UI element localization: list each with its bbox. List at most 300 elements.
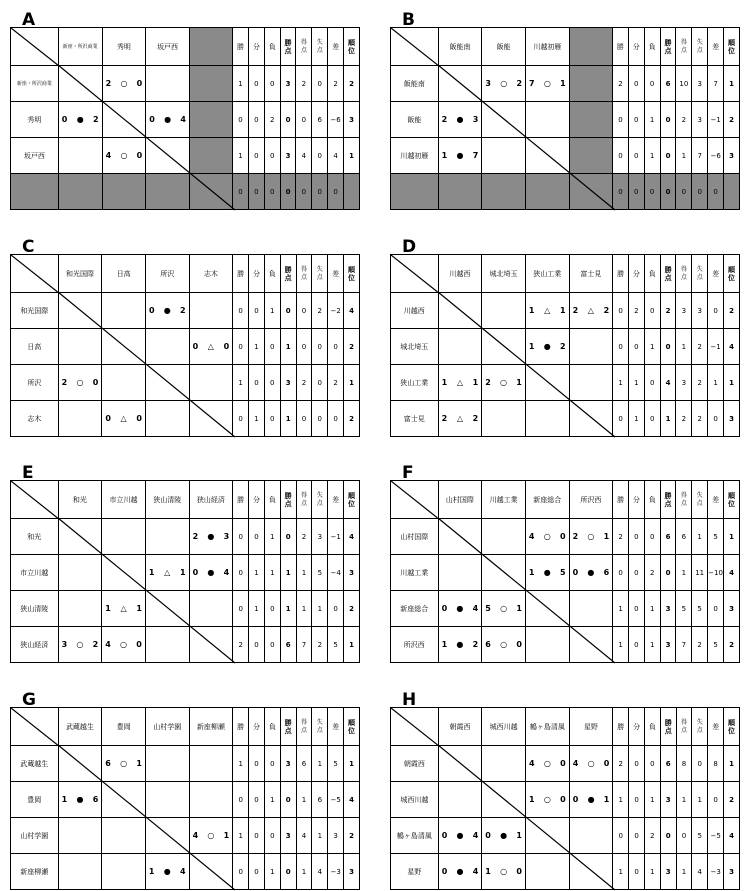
header-win: 勝 (613, 28, 629, 66)
stat-points: 3 (280, 138, 296, 174)
stat-ga: 4 (312, 854, 328, 890)
matrix-diagonal (10, 27, 236, 211)
header-text: 勝 点 (284, 38, 292, 55)
stat-rank: 4 (344, 782, 360, 818)
header-text: 得 点 (680, 265, 687, 281)
stat-win: 0 (233, 401, 249, 437)
stat-ga: 2 (312, 627, 328, 663)
header-text: 失 点 (696, 265, 703, 281)
header-draw: 分 (628, 28, 644, 66)
stat-rank: 4 (344, 293, 360, 329)
score-for: 0 (441, 604, 448, 613)
stat-ga: 0 (692, 174, 708, 210)
score-against: 0 (136, 79, 143, 88)
header-text: 得 点 (300, 38, 307, 54)
stat-draw: 0 (249, 854, 265, 890)
result-mark: ● (163, 867, 171, 876)
stat-diff: 0 (708, 591, 724, 627)
header-loss: 負 (644, 481, 660, 519)
stat-gf: 0 (296, 293, 312, 329)
stat-loss: 0 (264, 818, 280, 854)
group-label: E (22, 463, 34, 483)
stat-points: 3 (660, 627, 676, 663)
stat-rank: 2 (724, 102, 740, 138)
header-text: 失 点 (316, 718, 323, 734)
stat-diff: 5 (708, 627, 724, 663)
matrix-diagonal (390, 254, 616, 438)
stat-win: 1 (613, 365, 629, 401)
stat-rank: 1 (344, 138, 360, 174)
score-against: 0 (560, 532, 566, 541)
stat-win: 2 (233, 627, 249, 663)
stat-win: 1 (233, 66, 249, 102)
header-diff: 差 (708, 481, 724, 519)
stat-loss: 2 (644, 555, 660, 591)
stat-win: 1 (613, 782, 629, 818)
stat-diff: −5 (708, 818, 724, 854)
score-for: 2 (572, 532, 579, 541)
stat-loss: 0 (264, 401, 280, 437)
result-mark: ● (456, 867, 464, 876)
header-team: 川越初雁 (526, 28, 570, 66)
score-against: 4 (472, 604, 479, 613)
stat-win: 1 (233, 365, 249, 401)
header-team: 和光 (58, 481, 102, 519)
header-loss: 負 (264, 481, 280, 519)
score-against: 4 (223, 568, 230, 577)
header-team: 鶴ヶ島清風 (525, 708, 569, 746)
row-team: 狭山工業 (391, 365, 439, 401)
header-gf (676, 28, 692, 66)
result-mark: ● (456, 115, 464, 124)
stat-diff: 3 (328, 818, 344, 854)
stat-points: 2 (660, 293, 676, 329)
header-diff: 差 (328, 481, 344, 519)
stat-gf: 7 (676, 627, 692, 663)
header-text: 順 位 (348, 491, 356, 508)
stat-rank: 4 (724, 329, 740, 365)
score-for: 1 (441, 151, 448, 160)
stat-win: 1 (613, 854, 629, 890)
header-draw: 分 (628, 481, 644, 519)
row-team: 日高 (11, 329, 59, 365)
stat-ga: 1 (312, 591, 328, 627)
stat-win: 0 (233, 854, 249, 890)
result-mark: ● (543, 342, 551, 351)
stat-rank: 2 (344, 818, 360, 854)
stat-gf: 2 (296, 365, 312, 401)
stat-diff: 8 (708, 746, 724, 782)
stat-loss: 0 (264, 365, 280, 401)
header-text: 得 点 (300, 265, 307, 281)
stat-gf: 5 (676, 591, 692, 627)
header-draw: 分 (249, 481, 265, 519)
stat-win: 0 (613, 401, 629, 437)
header-ga (312, 28, 328, 66)
score-for: 4 (528, 532, 535, 541)
score-against: 2 (92, 640, 99, 649)
stat-gf: 1 (296, 782, 312, 818)
row-team: 富士見 (391, 401, 439, 437)
diagonal-line (58, 65, 235, 210)
diagonal-line (438, 65, 615, 210)
result-mark: ● (587, 795, 595, 804)
stat-diff: 5 (328, 627, 344, 663)
stat-rank: 3 (344, 555, 360, 591)
stat-draw: 0 (628, 66, 644, 102)
stat-rank: 3 (724, 854, 740, 890)
header-win: 勝 (233, 708, 249, 746)
stat-win: 0 (613, 174, 629, 210)
stat-ga: 1 (312, 746, 328, 782)
row-team: 星野 (391, 854, 439, 890)
stat-gf: 0 (676, 818, 692, 854)
stat-draw: 0 (628, 591, 644, 627)
stat-ga: 3 (692, 293, 708, 329)
stat-gf: 4 (296, 818, 312, 854)
stat-ga: 3 (692, 66, 708, 102)
result-mark: ○ (543, 795, 551, 804)
stat-ga: 5 (692, 591, 708, 627)
score-against: 2 (93, 115, 99, 124)
result-mark: ○ (207, 831, 215, 840)
matrix-diagonal (390, 27, 616, 211)
header-diff: 差 (328, 28, 344, 66)
stat-loss: 2 (264, 102, 280, 138)
header-text: 勝 点 (664, 265, 672, 282)
matrix-diagonal (10, 254, 236, 438)
stat-diff: 5 (708, 519, 724, 555)
stat-ga: 1 (692, 519, 708, 555)
score-against: 5 (560, 568, 566, 577)
stat-ga: 5 (692, 818, 708, 854)
stat-rank: 4 (344, 519, 360, 555)
score-for: 1 (441, 640, 448, 649)
header-ga (312, 708, 328, 746)
result-mark: ○ (500, 640, 508, 649)
header-team: 狭山経済 (189, 481, 233, 519)
score-against: 2 (559, 342, 566, 351)
header-team: 日高 (102, 255, 146, 293)
header-team: 山村国際 (438, 481, 482, 519)
row-team: 飯能南 (391, 66, 439, 102)
stat-rank: 2 (344, 66, 360, 102)
stat-loss: 1 (264, 555, 280, 591)
header-text: 順 位 (348, 265, 356, 282)
stat-diff: −3 (708, 854, 724, 890)
row-team: 山村国際 (391, 519, 439, 555)
header-ga (312, 481, 328, 519)
row-team: 川越工業 (391, 555, 439, 591)
stat-gf: 1 (676, 555, 692, 591)
stat-points: 3 (660, 854, 676, 890)
row-team: 所沢西 (391, 627, 439, 663)
score-against: 1 (472, 378, 479, 387)
stat-draw: 0 (629, 818, 645, 854)
stat-ga: 0 (312, 365, 328, 401)
header-text: 勝 点 (664, 718, 672, 735)
stat-points: 3 (280, 818, 296, 854)
stat-points: 6 (280, 627, 296, 663)
diagonal-line (438, 745, 615, 890)
header-team: 新座・所沢商業 (58, 28, 102, 66)
stat-points: 0 (280, 854, 296, 890)
header-loss: 負 (264, 28, 280, 66)
stat-draw: 0 (249, 365, 265, 401)
header-loss: 負 (264, 255, 280, 293)
stat-win: 0 (613, 293, 629, 329)
score-against: 0 (516, 640, 522, 649)
row-team: 城西川越 (391, 782, 439, 818)
stat-draw: 0 (248, 66, 264, 102)
header-text: 順 位 (728, 718, 736, 735)
result-mark: ○ (120, 759, 128, 768)
stat-loss: 1 (644, 102, 660, 138)
stat-diff: 0 (708, 174, 724, 210)
result-mark: △ (207, 342, 214, 351)
stat-ga: 0 (312, 138, 328, 174)
header-win: 勝 (613, 255, 629, 293)
header-diff: 差 (328, 708, 344, 746)
score-for: 0 (148, 306, 155, 315)
header-team: 星野 (569, 708, 613, 746)
header-team: 新座総合 (525, 481, 569, 519)
header-rank (724, 28, 740, 66)
result-mark: ● (76, 795, 84, 804)
stat-rank: 3 (344, 102, 360, 138)
score-for: 2 (441, 115, 448, 124)
header-text: 失 点 (696, 38, 703, 54)
result-mark: ● (456, 151, 464, 160)
stat-diff: 0 (708, 293, 724, 329)
stat-draw: 1 (249, 555, 265, 591)
stat-draw: 0 (628, 627, 644, 663)
result-mark: ○ (500, 867, 508, 876)
stat-points: 1 (280, 401, 296, 437)
score-for: 0 (105, 414, 111, 423)
stat-loss: 0 (264, 66, 280, 102)
header-points (660, 28, 676, 66)
stat-gf: 1 (296, 591, 312, 627)
stat-ga: 0 (692, 746, 708, 782)
stat-rank: 1 (724, 365, 740, 401)
stat-win: 2 (613, 66, 629, 102)
header-text: 勝 点 (664, 38, 672, 55)
stat-points: 6 (660, 746, 676, 782)
stat-points: 3 (660, 782, 676, 818)
row-team: 山村学園 (11, 818, 59, 854)
header-text: 順 位 (348, 718, 356, 735)
header-gf (296, 708, 312, 746)
stat-diff: −3 (328, 854, 344, 890)
diagonal-line (438, 518, 615, 663)
header-loss: 負 (644, 255, 660, 293)
stat-gf: 2 (296, 519, 312, 555)
diagonal-line (58, 518, 235, 663)
stat-draw: 0 (249, 818, 265, 854)
stat-diff: 2 (328, 365, 344, 401)
matrix-diagonal (390, 707, 616, 891)
stat-points: 6 (660, 519, 676, 555)
score-against: 0 (136, 414, 142, 423)
stat-rank: 1 (344, 627, 360, 663)
stat-points: 0 (660, 102, 676, 138)
score-for: 1 (148, 568, 155, 577)
stat-gf: 0 (296, 329, 312, 365)
stat-loss: 1 (644, 329, 660, 365)
stat-draw: 0 (628, 174, 644, 210)
stat-ga: 2 (692, 365, 708, 401)
header-win: 勝 (233, 255, 249, 293)
score-for: 1 (485, 867, 491, 876)
score-against: 0 (560, 759, 566, 768)
score-for: 3 (485, 79, 491, 88)
stat-draw: 0 (248, 174, 264, 210)
stat-draw: 0 (628, 138, 644, 174)
row-team: 新座総合 (391, 591, 439, 627)
header-points (280, 28, 296, 66)
stat-ga: 2 (692, 329, 708, 365)
stat-loss: 0 (264, 746, 280, 782)
stat-loss: 0 (264, 591, 280, 627)
stat-rank (724, 174, 740, 210)
score-against: 6 (92, 795, 99, 804)
stat-loss: 1 (264, 782, 280, 818)
score-for: 0 (441, 831, 448, 840)
score-for: 1 (528, 342, 535, 351)
score-against: 6 (603, 568, 610, 577)
stat-rank: 3 (344, 854, 360, 890)
header-draw: 分 (249, 255, 265, 293)
stat-ga: 0 (312, 329, 328, 365)
score-against: 0 (560, 795, 566, 804)
header-team: 所沢西 (569, 481, 613, 519)
stat-ga: 3 (692, 102, 708, 138)
stat-win: 0 (233, 102, 249, 138)
header-text: 勝 点 (664, 491, 672, 508)
stat-loss: 0 (264, 627, 280, 663)
stat-rank: 1 (344, 746, 360, 782)
stat-ga: 11 (692, 555, 708, 591)
header-rank (724, 708, 740, 746)
stat-draw: 0 (629, 746, 645, 782)
stat-points: 4 (660, 365, 676, 401)
stat-diff: −1 (328, 519, 344, 555)
stat-win: 1 (613, 591, 629, 627)
score-against: 1 (603, 795, 610, 804)
stat-gf: 10 (676, 66, 692, 102)
stat-diff: −10 (708, 555, 724, 591)
stat-ga: 2 (692, 401, 708, 437)
header-team: 豊岡 (102, 708, 146, 746)
stat-win: 0 (613, 102, 629, 138)
stat-loss: 0 (264, 174, 280, 210)
score-for: 1 (441, 378, 448, 387)
stat-ga: 6 (312, 102, 328, 138)
header-ga (312, 255, 328, 293)
stat-draw: 0 (249, 746, 265, 782)
score-against: 1 (603, 532, 610, 541)
stat-gf: 3 (676, 293, 692, 329)
header-loss: 負 (644, 28, 660, 66)
header-team: 坂戸西 (146, 28, 190, 66)
result-mark: ● (163, 306, 171, 315)
stat-gf: 0 (296, 102, 312, 138)
score-against: 4 (180, 115, 186, 124)
stat-rank: 2 (344, 329, 360, 365)
header-text: 勝 点 (284, 491, 292, 508)
header-text: 順 位 (728, 491, 736, 508)
result-mark: ● (587, 568, 595, 577)
row-team: 坂戸西 (11, 138, 59, 174)
score-for: 5 (485, 604, 491, 613)
stat-loss: 2 (644, 818, 660, 854)
stat-diff: −5 (328, 782, 344, 818)
group-label: D (402, 237, 417, 257)
result-mark: △ (120, 604, 127, 613)
header-win: 勝 (613, 481, 629, 519)
stat-rank: 3 (724, 401, 740, 437)
header-text: 得 点 (680, 38, 687, 54)
stat-gf: 1 (676, 138, 692, 174)
stat-gf: 1 (676, 329, 692, 365)
row-team: 志木 (11, 401, 59, 437)
stat-gf: 0 (676, 174, 692, 210)
header-text: 順 位 (728, 265, 735, 282)
header-win: 勝 (233, 481, 249, 519)
score-against: 1 (136, 759, 142, 768)
header-team: 和光国際 (58, 255, 102, 293)
header-diff: 差 (708, 708, 724, 746)
result-mark: △ (456, 378, 463, 387)
stat-diff: −2 (328, 293, 344, 329)
stat-diff: 0 (328, 401, 344, 437)
header-draw: 分 (248, 28, 264, 66)
header-points (660, 255, 676, 293)
stat-draw: 1 (249, 401, 265, 437)
stat-diff: 0 (708, 401, 724, 437)
stat-win: 0 (233, 782, 249, 818)
stat-win: 2 (613, 746, 629, 782)
score-against: 4 (472, 867, 479, 876)
header-rank (344, 255, 360, 293)
stat-points: 1 (660, 401, 676, 437)
result-mark: ● (500, 831, 508, 840)
score-against: 2 (516, 79, 523, 88)
stat-draw: 0 (249, 627, 265, 663)
row-team: 城北埼玉 (391, 329, 439, 365)
score-against: 1 (136, 604, 142, 613)
stat-gf: 4 (296, 138, 312, 174)
score-for: 4 (105, 151, 112, 160)
score-against: 4 (472, 831, 479, 840)
stat-ga: 7 (692, 138, 708, 174)
stat-diff: 0 (328, 174, 344, 210)
header-win: 勝 (613, 708, 629, 746)
header-team: 富士見 (569, 255, 613, 293)
header-points (280, 708, 296, 746)
stat-ga: 0 (312, 174, 328, 210)
header-team: 市立川越 (102, 481, 146, 519)
stat-points: 6 (660, 66, 676, 102)
stat-loss: 1 (644, 627, 660, 663)
header-ga (692, 481, 708, 519)
stat-points: 3 (280, 66, 296, 102)
result-mark: ○ (587, 532, 595, 541)
row-team: 秀明 (11, 102, 59, 138)
row-team: 新座柳瀬 (11, 854, 59, 890)
stat-win: 1 (233, 818, 249, 854)
